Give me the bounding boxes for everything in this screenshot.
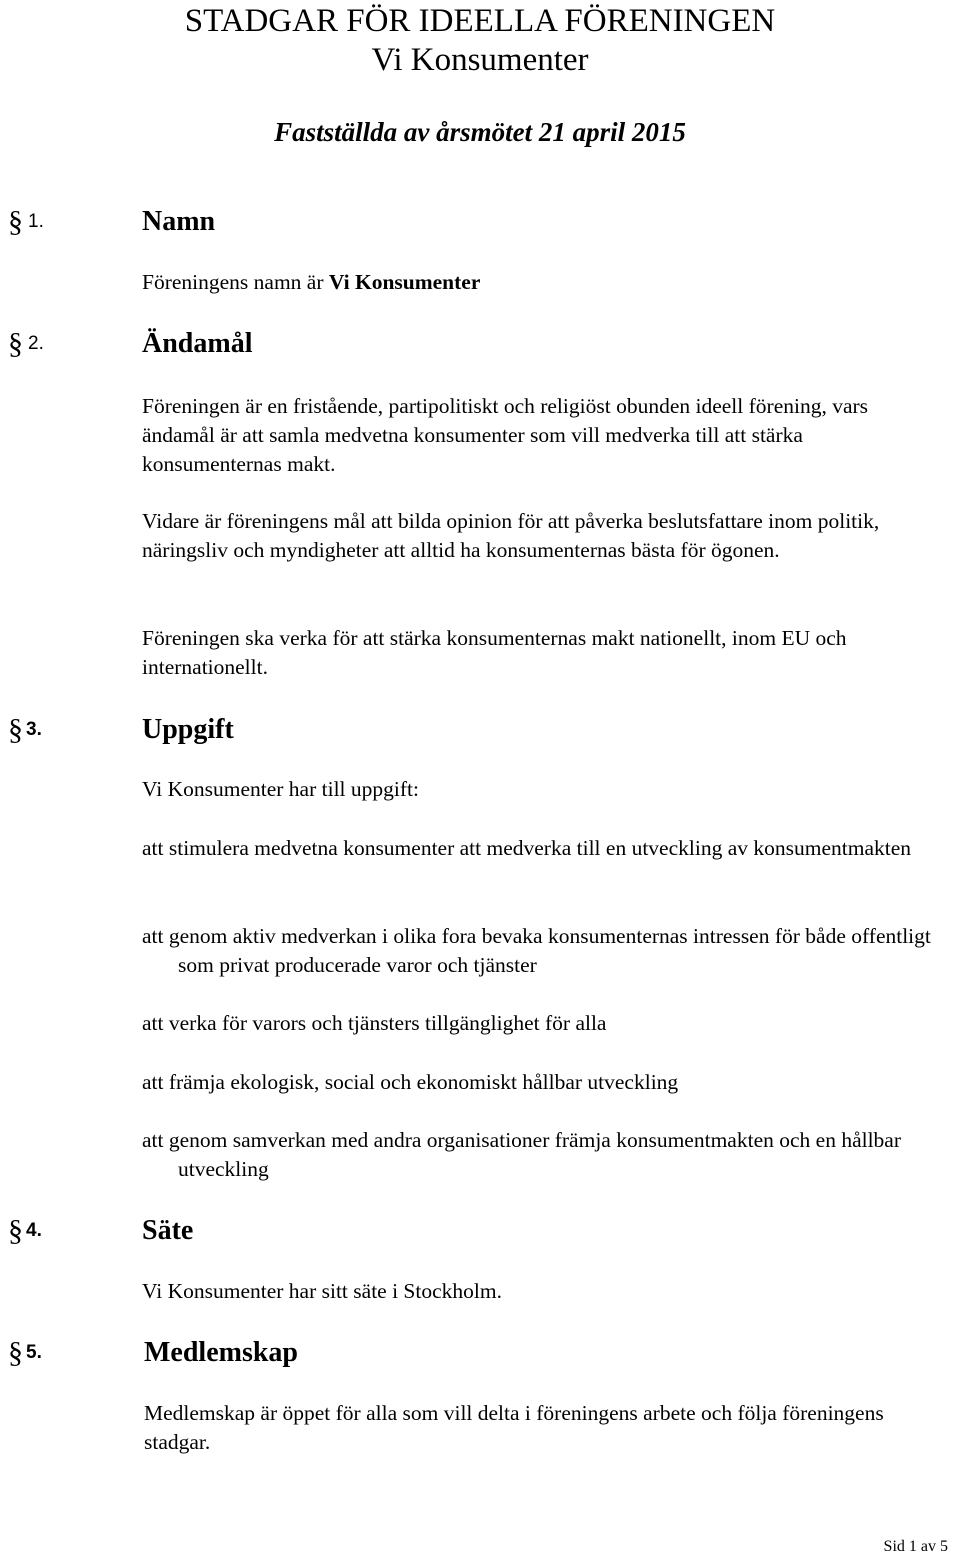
section-body: Medlemskap är öppet för alla som vill delta i föreningens arbete och följa föreningens stadgar. [144, 1401, 884, 1454]
section-symbol-icon: § [8, 1336, 23, 1369]
task-list-item: att genom samverkan med andra organisationer främja konsumentmakten och en hållbar utveckling [142, 1128, 902, 1181]
section-intro: Vi Konsumenter har till uppgift: [142, 777, 419, 801]
document-title: STADGAR FÖR IDEELLA FÖRENINGEN [184, 3, 776, 39]
section-number: 4. [26, 1220, 42, 1241]
section-symbol-icon: § [8, 205, 23, 238]
section-number: 2. [28, 333, 44, 354]
task-list-item: att stimulera medvetna konsumenter att medverka till en utveckling av konsumentmakten [142, 836, 912, 860]
section-body [142, 268, 480, 297]
section-paragraph: Föreningen ska verka för att stärka konsumenternas makt nationellt, inom EU och internationellt. [142, 626, 847, 679]
page-number: Sid 1 av 5 [883, 1538, 948, 1555]
section-symbol-icon: § [8, 327, 23, 360]
task-list-item: att genom aktiv medverkan i olika fora bevaka konsumenternas intressen för både offentligt som privat producerade varor och tjänster [142, 924, 931, 977]
section-paragraph: Vidare är föreningens mål att bilda opinion för att påverka beslutsfattare inom politik, näringsliv och myndigheter att alltid ha konsumenternas bästa för ögonen. [142, 509, 880, 562]
section-number: 3. [26, 719, 42, 740]
section-paragraph: Föreningen är en fristående, partipolitiskt och religiöst obunden ideell förening, vars ändamål är att samla medvetna konsumenter som vill medverka till att stärka konsumenternas makt. [142, 394, 869, 476]
section-number: 5. [26, 1342, 42, 1363]
section-number: 1. [28, 211, 44, 232]
section-body-text: Föreningens namn är [142, 270, 329, 294]
task-list-item: att främja ekologisk, social och ekonomiskt hållbar utveckling [142, 1070, 679, 1094]
section-symbol-icon: § [8, 713, 23, 746]
section-heading: Uppgift [142, 714, 234, 745]
organization-name: Vi Konsumenter [371, 42, 589, 78]
section-body: Vi Konsumenter har sitt säte i Stockholm. [142, 1279, 502, 1303]
organization-name-inline: Vi Konsumenter [328, 270, 481, 294]
section-symbol-icon: § [8, 1214, 23, 1247]
task-list-item: att verka för varors och tjänsters tillgänglighet för alla [142, 1011, 607, 1035]
section-heading: Säte [142, 1215, 194, 1246]
section-heading: Ändamål [142, 328, 253, 359]
adoption-date: Fastställda av årsmötet 21 april 2015 [274, 117, 686, 147]
section-heading: Namn [142, 206, 216, 237]
section-heading: Medlemskap [144, 1337, 298, 1368]
